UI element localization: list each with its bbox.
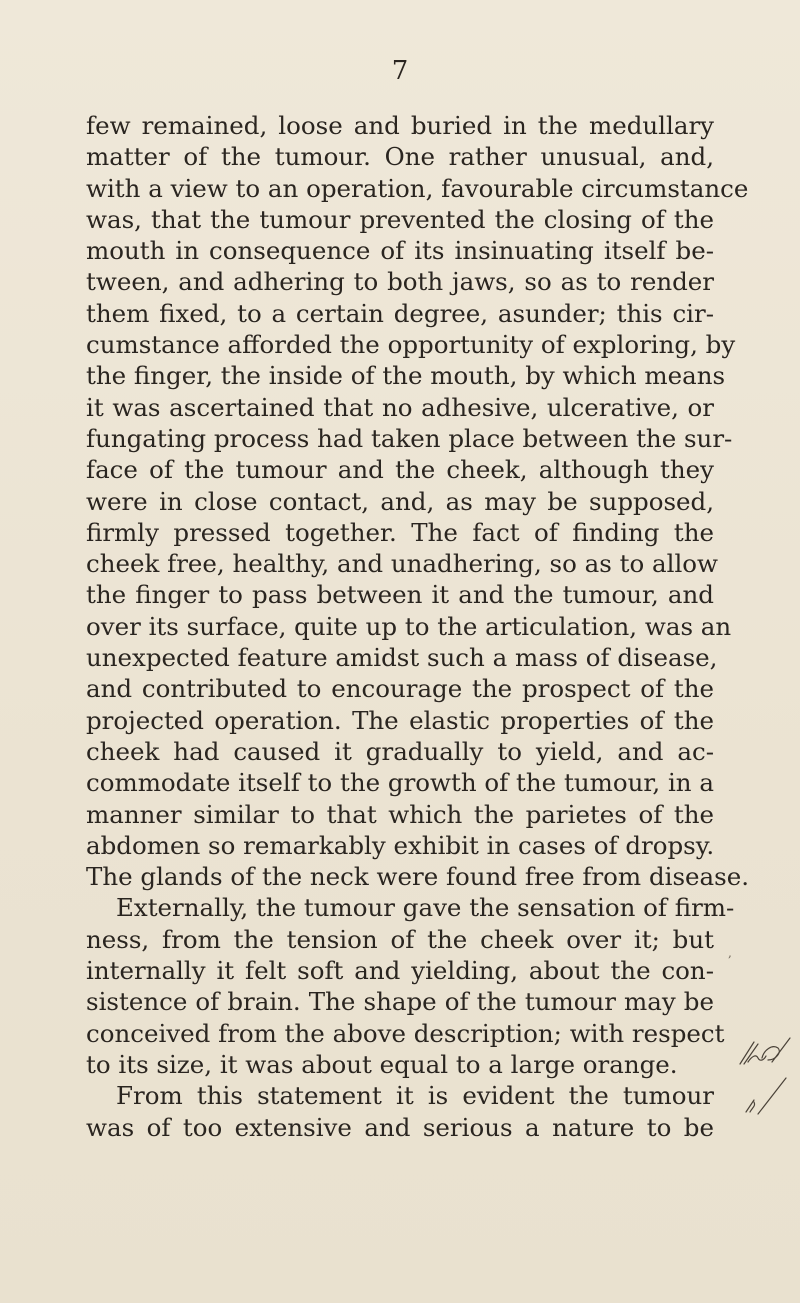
page-number: 7 <box>391 56 409 86</box>
text-line: cheek free, healthy, and unadhering, so as to allow <box>86 549 719 579</box>
text-line: The glands of the neck were found free from disease. <box>86 862 749 892</box>
text-line: internally it felt soft and yielding, about the con- <box>86 956 714 986</box>
text-line: abdomen so remarkably exhibit in cases of dropsy. <box>86 830 715 860</box>
text-line: was, that the tumour prevented the closing of the <box>86 204 714 234</box>
text-line: ness, from the tension of the cheek over it; but <box>86 924 714 954</box>
text-line: and contributed to encourage the prospect of the <box>86 674 714 704</box>
text-line: mouth in consequence of its insinuating itself be- <box>86 236 714 266</box>
text-line: with a view to an operation, favourable circumstance <box>86 173 749 203</box>
text-line: manner similar to that which the parietes of the <box>86 799 714 829</box>
text-line: face of the tumour and the cheek, although they <box>86 455 714 485</box>
text-line: projected operation. The elastic properties of the <box>86 705 714 735</box>
text-line: sistence of brain. The shape of the tumour may be <box>86 987 714 1017</box>
text-line: tween, and adhering to both jaws, so as to render <box>86 267 714 297</box>
text-line: Externally, the tumour gave the sensation of firm- <box>116 893 735 923</box>
text-line: the finger, the inside of the mouth, by which means <box>86 361 726 391</box>
text-line: was of too extensive and serious a nature to be <box>86 1112 714 1142</box>
text-line: commodate itself to the growth of the tumour, in a <box>86 768 714 798</box>
text-line: cheek had caused it gradually to yield, and ac- <box>86 736 714 766</box>
text-line: it was ascertained that no adhesive, ulcerative, or <box>86 392 714 422</box>
text-line: to its size, it was about equal to a large orange. <box>86 1049 678 1079</box>
text-line: them fixed, to a certain degree, asunder; this cir- <box>86 298 714 328</box>
text-line: firmly pressed together. The fact of finding the <box>86 517 714 547</box>
stray-mark: , <box>728 946 732 960</box>
body-text <box>86 110 749 1143</box>
text-line: the finger to pass between it and the tumour, and <box>86 580 714 610</box>
text-line: cumstance afforded the opportunity of exploring, by <box>86 330 736 360</box>
handwritten-margin-note <box>732 1020 792 1120</box>
text-line: unexpected feature amidst such a mass of disease, <box>86 643 718 673</box>
text-line: over its surface, quite up to the articulation, was an <box>86 611 732 641</box>
text-line: were in close contact, and, as may be supposed, <box>86 486 714 516</box>
text-line: few remained, loose and buried in the medullary <box>86 111 714 140</box>
text-line: matter of the tumour. One rather unusual, and, <box>86 142 714 172</box>
text-line: From this statement it is evident the tumour <box>116 1081 714 1111</box>
text-line: fungating process had taken place between the sur- <box>86 423 733 453</box>
text-line: conceived from the above description; with respect <box>86 1018 725 1048</box>
